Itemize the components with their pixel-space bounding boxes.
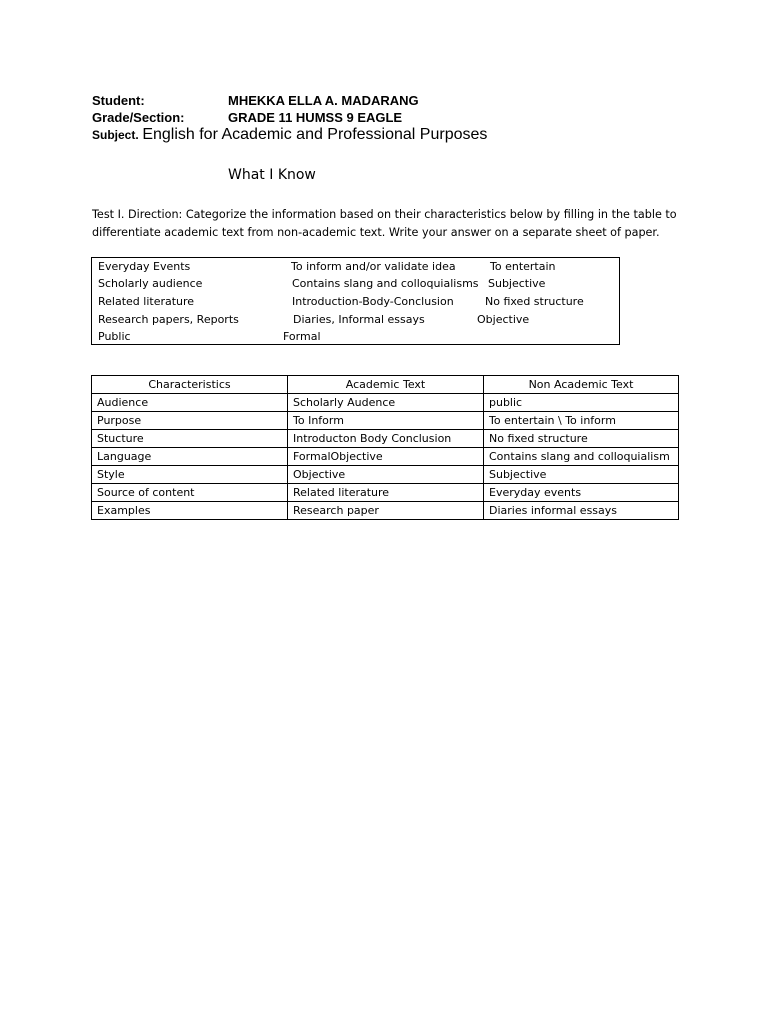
table-cell: Purpose bbox=[92, 412, 288, 430]
table-row bbox=[92, 502, 679, 520]
section-heading: What I Know bbox=[228, 167, 316, 183]
table-cell: Audience bbox=[92, 394, 288, 412]
choice-item: Research papers, Reports bbox=[98, 313, 239, 326]
table-cell: Scholarly Audence bbox=[288, 394, 484, 412]
table-cell: FormalObjective bbox=[288, 448, 484, 466]
choice-item: Formal bbox=[283, 330, 321, 343]
column-header: Characteristics bbox=[92, 376, 288, 394]
table-cell: To Inform bbox=[288, 412, 484, 430]
table-cell: Everyday events bbox=[484, 484, 679, 502]
table-cell: Source of content bbox=[92, 484, 288, 502]
choice-item: Subjective bbox=[488, 277, 546, 290]
choice-item: Contains slang and colloquialisms bbox=[292, 277, 479, 290]
student-row bbox=[92, 93, 419, 108]
column-header: Non Academic Text bbox=[484, 376, 679, 394]
column-header: Academic Text bbox=[288, 376, 484, 394]
student-label: Student: bbox=[92, 93, 145, 108]
table-row bbox=[92, 430, 679, 448]
subject-label: Subject. bbox=[92, 128, 139, 142]
choice-item: Related literature bbox=[98, 295, 195, 308]
grade-label: Grade/Section: bbox=[92, 110, 185, 125]
table-cell: To entertain \ To inform bbox=[484, 412, 679, 430]
test-direction: Test I. Direction: Categorize the information based on their characteristics below by filling in the table to differentiate academic text from non-academic text. Write your answer on a separate sheet of paper. bbox=[92, 208, 677, 239]
table-cell: Examples bbox=[92, 502, 288, 520]
table-row bbox=[92, 484, 679, 502]
table-cell: Language bbox=[92, 448, 288, 466]
choice-item: To inform and/or validate idea bbox=[291, 260, 456, 273]
choice-item: Scholarly audience bbox=[98, 277, 203, 290]
choice-item: Objective bbox=[477, 313, 530, 326]
table-cell: Contains slang and colloquialism bbox=[484, 448, 679, 466]
table-cell: Diaries informal essays bbox=[484, 502, 679, 520]
table-cell: Research paper bbox=[288, 502, 484, 520]
grade-row bbox=[92, 110, 402, 125]
choice-item: Introduction-Body-Conclusion bbox=[292, 295, 454, 308]
grade-section: GRADE 11 HUMSS 9 EAGLE bbox=[228, 110, 403, 125]
table-header-row bbox=[92, 376, 679, 394]
student-name: MHEKKA ELLA A. MADARANG bbox=[228, 93, 419, 108]
table-cell: Objective bbox=[288, 466, 484, 484]
choice-item: To entertain bbox=[490, 260, 556, 273]
table-row bbox=[92, 412, 679, 430]
table-cell: Stucture bbox=[92, 430, 288, 448]
table-cell: Style bbox=[92, 466, 288, 484]
subject-title: English for Academic and Professional Purposes bbox=[142, 126, 488, 143]
choices-box bbox=[91, 257, 620, 345]
table-cell: Subjective bbox=[484, 466, 679, 484]
table-cell: Introducton Body Conclusion bbox=[288, 430, 484, 448]
choice-item: Public bbox=[98, 330, 131, 343]
table-row bbox=[92, 466, 679, 484]
table-cell: Related literature bbox=[288, 484, 484, 502]
comparison-table bbox=[91, 375, 679, 520]
table-row bbox=[92, 394, 679, 412]
subject-row bbox=[92, 126, 487, 144]
choice-item: Everyday Events bbox=[98, 260, 191, 273]
choice-item: No fixed structure bbox=[485, 295, 584, 308]
table-cell: public bbox=[484, 394, 679, 412]
table-cell: No fixed structure bbox=[484, 430, 679, 448]
table-row bbox=[92, 448, 679, 466]
choice-item: Diaries, Informal essays bbox=[293, 313, 425, 326]
